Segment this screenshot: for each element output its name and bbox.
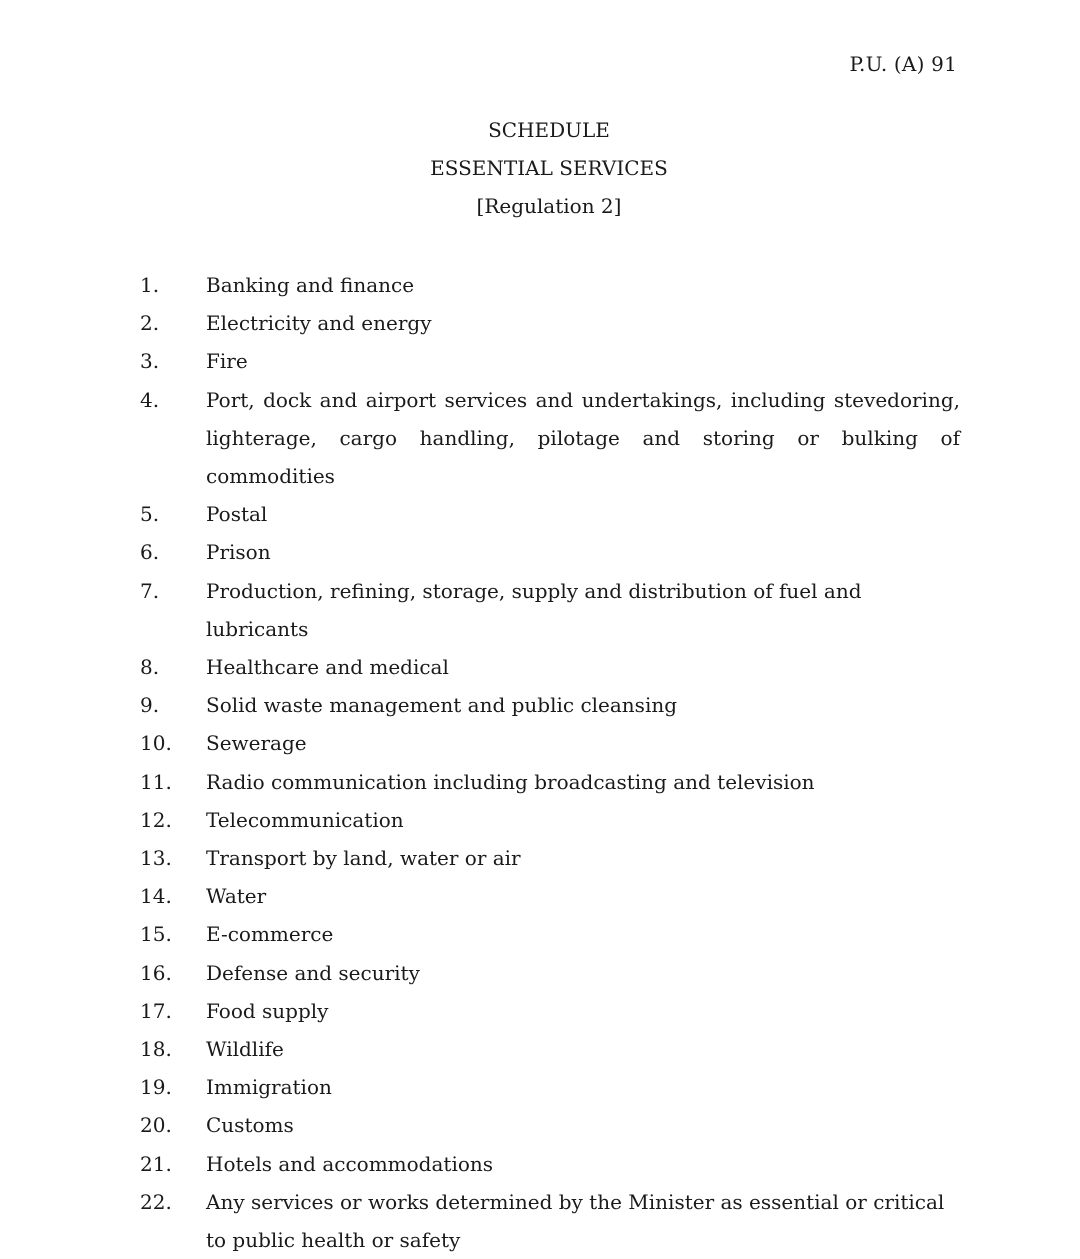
item-text: Any services or works determined by the Minister as essential or critical to public health or safety (206, 1189, 945, 1253)
item-text: Defense and security (206, 960, 420, 985)
list-item (140, 648, 960, 686)
item-number: 4. (140, 387, 160, 412)
item-text: E-commerce (206, 922, 334, 947)
list-item (140, 954, 960, 992)
list-item (140, 686, 960, 724)
item-number: 9. (140, 693, 160, 718)
item-number: 10. (140, 731, 172, 756)
list-item (140, 342, 960, 380)
item-text: Transport by land, water or air (206, 846, 521, 871)
item-number: 12. (140, 807, 172, 832)
essential-services-list (140, 266, 960, 1259)
item-text: Food supply (206, 998, 329, 1023)
item-number: 22. (140, 1189, 172, 1214)
list-item (140, 1030, 960, 1068)
item-text: Solid waste management and public cleansing (206, 693, 678, 718)
item-number: 1. (140, 273, 160, 297)
item-number: 13. (140, 846, 172, 871)
item-number: 21. (140, 1151, 172, 1176)
schedule-subtitle: ESSENTIAL SERVICES (430, 156, 668, 180)
list-item (140, 381, 960, 496)
item-text: Postal (206, 502, 268, 527)
item-number: 3. (140, 349, 160, 374)
item-number: 19. (140, 1075, 172, 1100)
schedule-title: SCHEDULE (488, 118, 610, 142)
list-item (140, 724, 960, 762)
item-number: 7. (140, 578, 160, 603)
list-item (140, 1145, 960, 1183)
item-number: 6. (140, 540, 160, 565)
list-item (140, 763, 960, 801)
item-text: Prison (206, 540, 271, 565)
list-item (140, 1183, 960, 1259)
list-item (140, 304, 960, 342)
list-item (140, 572, 960, 648)
item-text: Immigration (206, 1075, 332, 1100)
item-text: Fire (206, 349, 248, 374)
item-text: Production, refining, storage, supply and distribution of fuel and lubricants (206, 578, 862, 641)
item-text: Electricity and energy (206, 311, 432, 336)
list-item (140, 533, 960, 571)
item-number: 18. (140, 1037, 172, 1062)
item-text: Telecommunication (206, 807, 404, 832)
list-item (140, 992, 960, 1030)
item-text: Port, dock and airport services and undertakings, including stevedoring, lighterage, cargo handling, pilotage and storing or bulking of commodities (206, 387, 960, 489)
regulation-reference: [Regulation 2] (476, 194, 622, 218)
list-item (140, 266, 960, 304)
item-text: Water (206, 884, 267, 909)
document-reference: P.U. (A) 91 (849, 52, 957, 76)
item-number: 8. (140, 655, 160, 680)
item-number: 14. (140, 884, 172, 909)
item-number: 17. (140, 998, 172, 1023)
item-number: 11. (140, 769, 172, 794)
item-number: 2. (140, 311, 160, 336)
item-text: Healthcare and medical (206, 655, 449, 680)
item-text: Banking and finance (206, 273, 415, 297)
list-item (140, 495, 960, 533)
item-number: 5. (140, 502, 160, 527)
item-text: Customs (206, 1113, 294, 1138)
item-number: 15. (140, 922, 172, 947)
list-item (140, 915, 960, 953)
item-text: Wildlife (206, 1037, 284, 1062)
list-item (140, 839, 960, 877)
list-item (140, 877, 960, 915)
list-item (140, 801, 960, 839)
item-number: 20. (140, 1113, 172, 1138)
list-item (140, 1068, 960, 1106)
item-text: Sewerage (206, 731, 307, 756)
item-text: Hotels and accommodations (206, 1151, 494, 1176)
list-item (140, 1106, 960, 1144)
item-text: Radio communication including broadcasting and television (206, 769, 815, 794)
item-number: 16. (140, 960, 172, 985)
